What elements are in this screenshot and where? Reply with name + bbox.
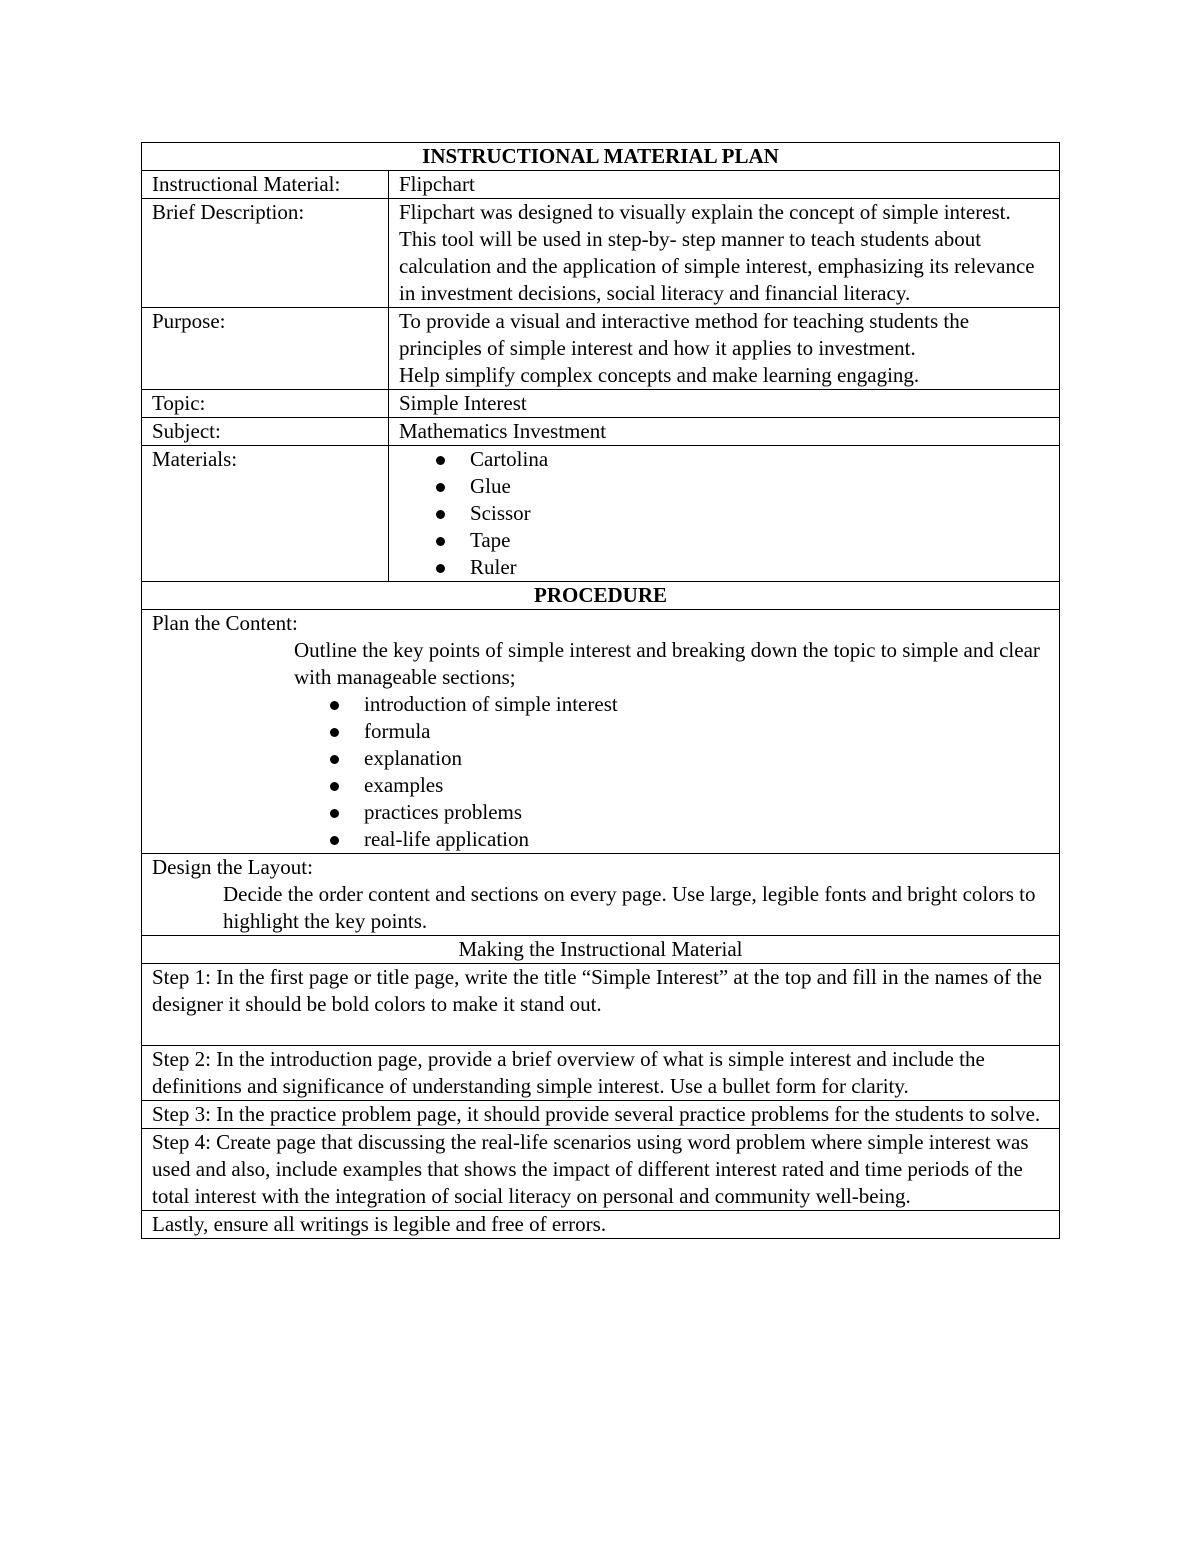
material-value: Flipchart	[389, 171, 1060, 199]
purpose-line-2: Help simplify complex concepts and make learning engaging.	[399, 363, 920, 387]
materials-value	[389, 446, 1060, 582]
step-1-row	[142, 964, 1060, 1046]
bullet-icon	[330, 836, 339, 845]
list-item	[399, 554, 1049, 581]
plan-content-row	[142, 610, 1060, 854]
bullet-icon	[436, 537, 445, 546]
materials-label: Materials:	[142, 446, 389, 582]
design-layout-label: Design the Layout:	[152, 855, 313, 879]
material-row	[142, 171, 1060, 199]
list-item-text: formula	[364, 719, 431, 743]
list-item-text: explanation	[364, 746, 462, 770]
list-item-text: real-life application	[364, 827, 529, 851]
purpose-line-1: To provide a visual and interactive method for teaching students the principles of simple interest and how it applies to investment.	[399, 309, 970, 360]
plan-content-list	[152, 691, 1049, 853]
list-item	[399, 446, 1049, 473]
subject-row	[142, 418, 1060, 446]
plan-title: INSTRUCTIONAL MATERIAL PLAN	[142, 143, 1060, 171]
description-label: Brief Description:	[142, 199, 389, 308]
procedure-heading-row	[142, 582, 1060, 610]
list-item	[152, 799, 1049, 826]
lastly-note: Lastly, ensure all writings is legible and free of errors.	[142, 1211, 1060, 1239]
list-item-text: Tape	[470, 528, 511, 552]
design-layout-cell	[142, 854, 1060, 936]
purpose-row	[142, 308, 1060, 390]
subject-value: Mathematics Investment	[389, 418, 1060, 446]
list-item	[152, 718, 1049, 745]
bullet-icon	[436, 456, 445, 465]
list-item	[399, 500, 1049, 527]
plan-content-cell	[142, 610, 1060, 854]
purpose-value	[389, 308, 1060, 390]
step-2: Step 2: In the introduction page, provide a brief overview of what is simple interest and include the definitions and significance of understanding simple interest. Use a bullet form for clarity.	[142, 1046, 1060, 1101]
step-3-row	[142, 1101, 1060, 1129]
bullet-icon	[330, 701, 339, 710]
bullet-icon	[330, 728, 339, 737]
materials-list	[399, 446, 1049, 581]
step-2-row	[142, 1046, 1060, 1101]
design-layout-row	[142, 854, 1060, 936]
list-item	[152, 745, 1049, 772]
list-item	[399, 527, 1049, 554]
list-item-text: Glue	[470, 474, 511, 498]
title-row	[142, 143, 1060, 171]
procedure-heading: PROCEDURE	[142, 582, 1060, 610]
making-heading-row	[142, 936, 1060, 964]
list-item-text: introduction of simple interest	[364, 692, 618, 716]
step-1: Step 1: In the first page or title page, write the title “Simple Interest” at the top and fill in the names of the designer it should be bold colors to make it stand out.	[142, 964, 1060, 1046]
list-item	[152, 772, 1049, 799]
lastly-row	[142, 1211, 1060, 1239]
list-item	[152, 826, 1049, 853]
making-heading: Making the Instructional Material	[142, 936, 1060, 964]
plan-content-label: Plan the Content:	[152, 611, 298, 635]
bullet-icon	[330, 782, 339, 791]
purpose-label: Purpose:	[142, 308, 389, 390]
step-3: Step 3: In the practice problem page, it should provide several practice problems for the students to solve.	[142, 1101, 1060, 1129]
topic-value: Simple Interest	[389, 390, 1060, 418]
bullet-icon	[436, 564, 445, 573]
bullet-icon	[330, 755, 339, 764]
list-item-text: practices problems	[364, 800, 523, 824]
topic-label: Topic:	[142, 390, 389, 418]
description-value: Flipchart was designed to visually explain the concept of simple interest. This tool will be used in step-by- step manner to teach students about calculation and the application of simple interest, emphasizing its relevance in investment decisions, social literacy and financial literacy.	[389, 199, 1060, 308]
bullet-icon	[330, 809, 339, 818]
list-item	[152, 691, 1049, 718]
step-4-row	[142, 1129, 1060, 1211]
step-4: Step 4: Create page that discussing the real-life scenarios using word problem where simple interest was used and also, include examples that shows the impact of different interest rated and time periods of the total interest with the integration of social literacy on personal and community well-being.	[142, 1129, 1060, 1211]
subject-label: Subject:	[142, 418, 389, 446]
description-row	[142, 199, 1060, 308]
bullet-icon	[436, 510, 445, 519]
list-item-text: Cartolina	[470, 447, 549, 471]
instructional-material-plan-page	[141, 142, 1059, 1239]
design-layout-text: Decide the order content and sections on every page. Use large, legible fonts and bright colors to highlight the key points.	[223, 882, 1036, 933]
material-label: Instructional Material:	[142, 171, 389, 199]
list-item-text: Scissor	[470, 501, 531, 525]
list-item	[399, 473, 1049, 500]
plan-table	[141, 142, 1060, 1239]
bullet-icon	[436, 483, 445, 492]
plan-content-text: Outline the key points of simple interest and breaking down the topic to simple and clear with manageable sections;	[294, 638, 1040, 689]
topic-row	[142, 390, 1060, 418]
materials-row	[142, 446, 1060, 582]
list-item-text: examples	[364, 773, 444, 797]
list-item-text: Ruler	[470, 555, 517, 579]
